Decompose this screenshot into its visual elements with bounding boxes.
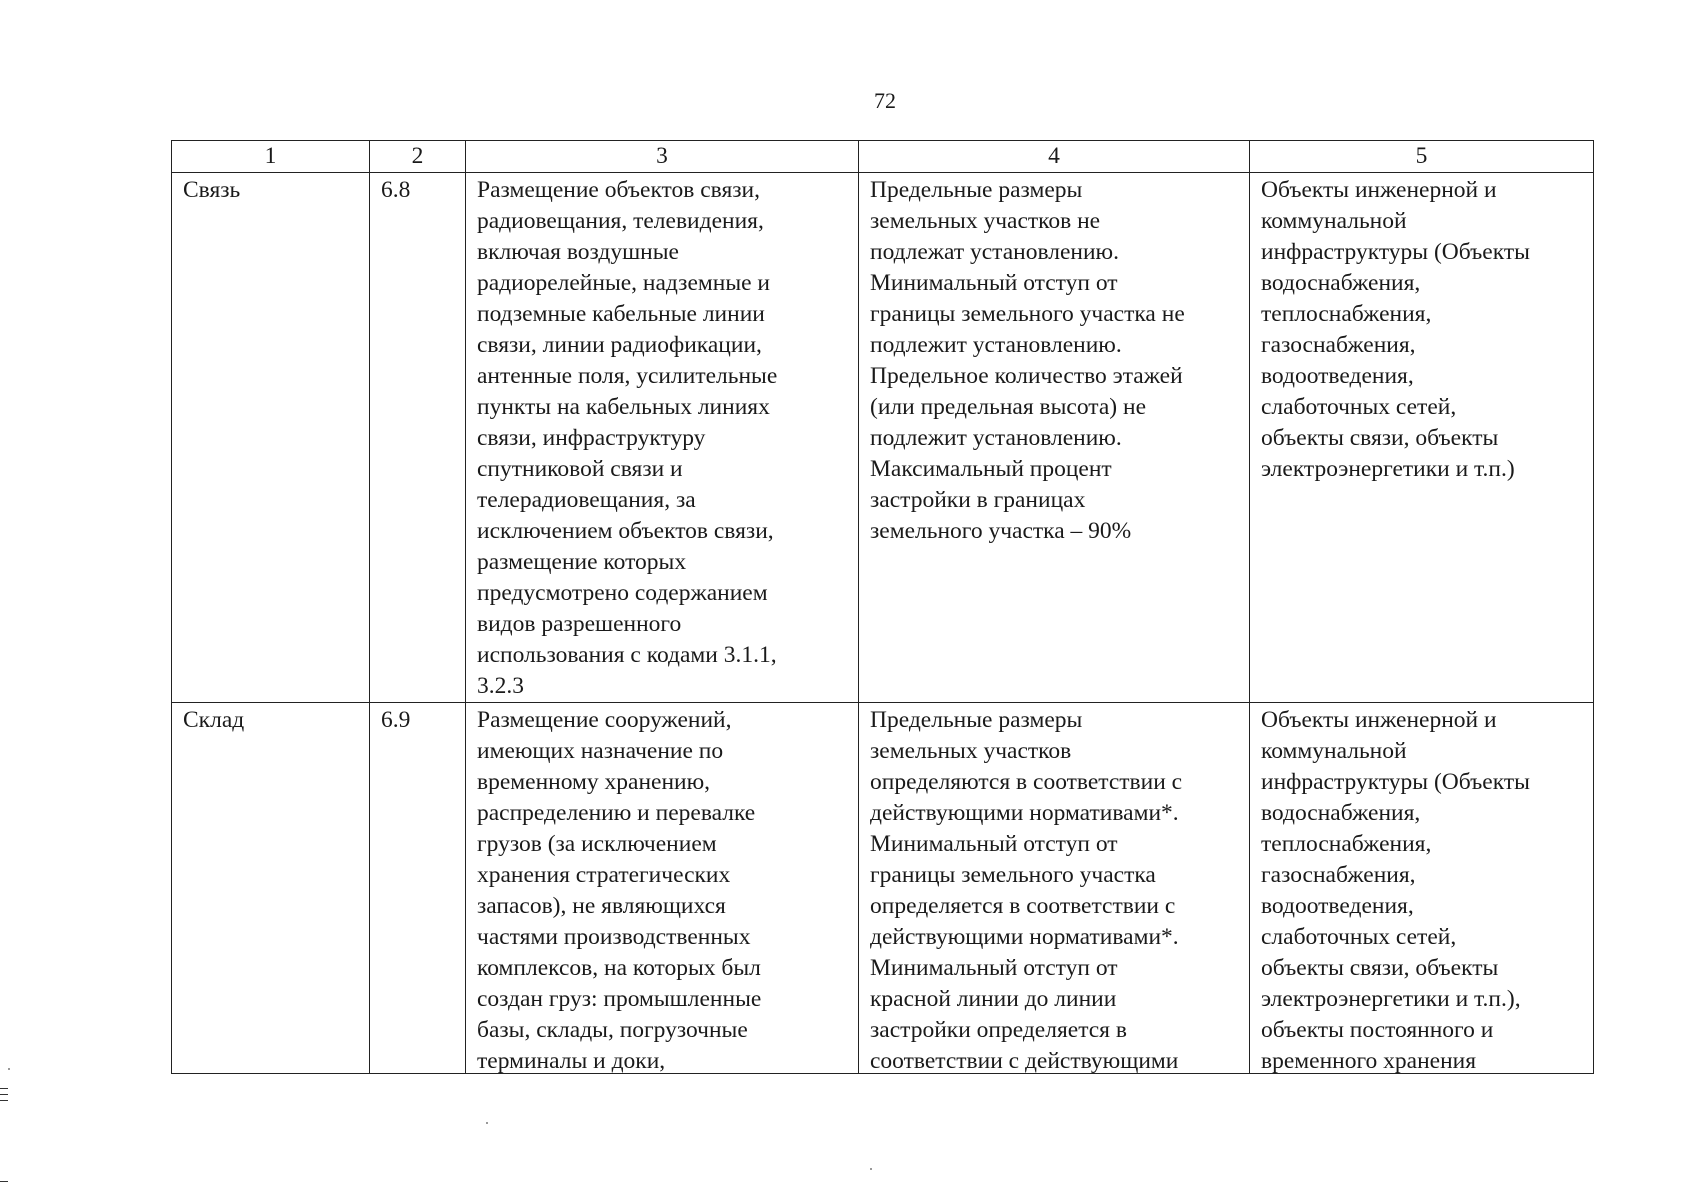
use-code: 6.8 <box>381 177 411 203</box>
text-line: Минимальный отступ от <box>870 831 1118 857</box>
text-line: соответствии с действующими <box>870 1048 1179 1073</box>
text-line: объекты постоянного и <box>1261 1017 1494 1043</box>
scan-speck <box>870 1168 872 1170</box>
text-line: водоотведения, <box>1261 363 1414 389</box>
text-line: Минимальный отступ от <box>870 270 1118 296</box>
column-header-5: 5 <box>1250 141 1594 173</box>
text-line: Предельное количество этажей <box>870 363 1183 389</box>
text-line: хранения стратегических <box>477 862 731 888</box>
text-line: инфраструктуры (Объекты <box>1261 769 1530 795</box>
use-code-cell <box>370 703 466 1074</box>
scan-speck <box>8 1068 10 1070</box>
text-line: определяется в соответствии с <box>870 893 1176 919</box>
text-line: Минимальный отступ от <box>870 955 1118 981</box>
text-line: радиорелейные, надземные и <box>477 270 771 296</box>
table-row <box>172 173 1594 703</box>
text-line: видов разрешенного <box>477 611 682 637</box>
text-line: газоснабжения, <box>1261 332 1416 358</box>
use-name-cell <box>172 173 370 703</box>
use-code: 6.9 <box>381 707 411 733</box>
text-line: коммунальной <box>1261 208 1407 234</box>
text-line: границы земельного участка не <box>870 301 1185 327</box>
text-line: коммунальной <box>1261 738 1407 764</box>
text-line: застройки в границах <box>870 487 1086 513</box>
text-line: Размещение сооружений, <box>477 707 732 733</box>
text-line: использования с кодами 3.1.1, <box>477 642 777 668</box>
text-line: Максимальный процент <box>870 456 1112 482</box>
text-line: подлежит установлению. <box>870 425 1122 451</box>
text-line: действующими нормативами*. <box>870 924 1179 950</box>
text-line: действующими нормативами*. <box>870 800 1179 826</box>
parameters-cell <box>859 173 1250 703</box>
text-line: подземные кабельные линии <box>477 301 765 327</box>
text-line: временному хранению, <box>477 769 711 795</box>
text-line: границы земельного участка <box>870 862 1156 888</box>
text-line: связи, инфраструктуру <box>477 425 706 451</box>
text-line: антенные поля, усилительные <box>477 363 778 389</box>
text-line: Объекты инженерной и <box>1261 707 1497 733</box>
text-line: имеющих назначение по <box>477 738 724 764</box>
text-line: создан груз: промышленные <box>477 986 762 1012</box>
use-name-cell <box>172 703 370 1074</box>
text-line: водоснабжения, <box>1261 270 1421 296</box>
text-line: земельных участков не <box>870 208 1101 234</box>
column-header-3: 3 <box>466 141 859 173</box>
text-line: базы, склады, погрузочные <box>477 1017 748 1043</box>
text-line: теплоснабжения, <box>1261 831 1432 857</box>
page-number: 72 <box>874 88 896 113</box>
table-row <box>172 703 1594 1074</box>
auxiliary-cell <box>1250 173 1594 703</box>
text-line: объекты связи, объекты <box>1261 425 1499 451</box>
text-line: терминалы и доки, <box>477 1048 666 1073</box>
use-name: Связь <box>183 177 241 203</box>
use-code-cell <box>370 173 466 703</box>
text-line: водоснабжения, <box>1261 800 1421 826</box>
text-line: слаботочных сетей, <box>1261 394 1457 420</box>
scan-speck <box>486 1122 488 1124</box>
text-line: связи, линии радиофикации, <box>477 332 762 358</box>
column-header-4: 4 <box>859 141 1250 173</box>
text-line: спутниковой связи и <box>477 456 683 482</box>
text-line: Предельные размеры <box>870 177 1083 203</box>
auxiliary-cell <box>1250 703 1594 1074</box>
text-line: газоснабжения, <box>1261 862 1416 888</box>
text-line: определяются в соответствии с <box>870 769 1183 795</box>
land-use-table <box>171 140 1594 1074</box>
text-line: теплоснабжения, <box>1261 301 1432 327</box>
text-line: временного хранения <box>1261 1048 1477 1073</box>
header-row <box>172 141 1594 173</box>
text-line: грузов (за исключением <box>477 831 717 857</box>
margin-mark <box>0 1094 8 1095</box>
text-line: размещение которых <box>477 549 687 575</box>
text-line: электроэнергетики и т.п.), <box>1261 986 1521 1012</box>
text-line: (или предельная высота) не <box>870 394 1146 420</box>
text-line: телерадиовещания, за <box>477 487 696 513</box>
text-line: инфраструктуры (Объекты <box>1261 239 1530 265</box>
parameters-cell <box>859 703 1250 1074</box>
text-line: Объекты инженерной и <box>1261 177 1497 203</box>
description-cell <box>466 703 859 1074</box>
text-line: радиовещания, телевидения, <box>477 208 764 234</box>
text-line: распределению и перевалке <box>477 800 756 826</box>
text-line: застройки определяется в <box>870 1017 1127 1043</box>
column-header-1: 1 <box>172 141 370 173</box>
text-line: Размещение объектов связи, <box>477 177 760 203</box>
description-cell <box>466 173 859 703</box>
text-line: электроэнергетики и т.п.) <box>1261 456 1515 482</box>
text-line: комплексов, на которых был <box>477 955 761 981</box>
text-line: подлежат установлению. <box>870 239 1119 265</box>
text-line: исключением объектов связи, <box>477 518 774 544</box>
use-name: Склад <box>183 707 245 733</box>
margin-mark <box>0 1181 8 1182</box>
text-line: запасов), не являющихся <box>477 893 726 919</box>
text-line: 3.2.3 <box>477 673 524 699</box>
text-line: включая воздушные <box>477 239 679 265</box>
text-line: водоотведения, <box>1261 893 1414 919</box>
margin-mark <box>0 1100 8 1101</box>
text-line: земельного участка – 90% <box>870 518 1132 544</box>
margin-mark <box>0 1088 8 1089</box>
text-line: частями производственных <box>477 924 751 950</box>
text-line: предусмотрено содержанием <box>477 580 768 606</box>
text-line: пункты на кабельных линиях <box>477 394 770 420</box>
text-line: подлежит установлению. <box>870 332 1122 358</box>
text-line: красной линии до линии <box>870 986 1117 1012</box>
text-line: слаботочных сетей, <box>1261 924 1457 950</box>
text-line: земельных участков <box>870 738 1072 764</box>
column-header-2: 2 <box>370 141 466 173</box>
text-line: Предельные размеры <box>870 707 1083 733</box>
text-line: объекты связи, объекты <box>1261 955 1499 981</box>
